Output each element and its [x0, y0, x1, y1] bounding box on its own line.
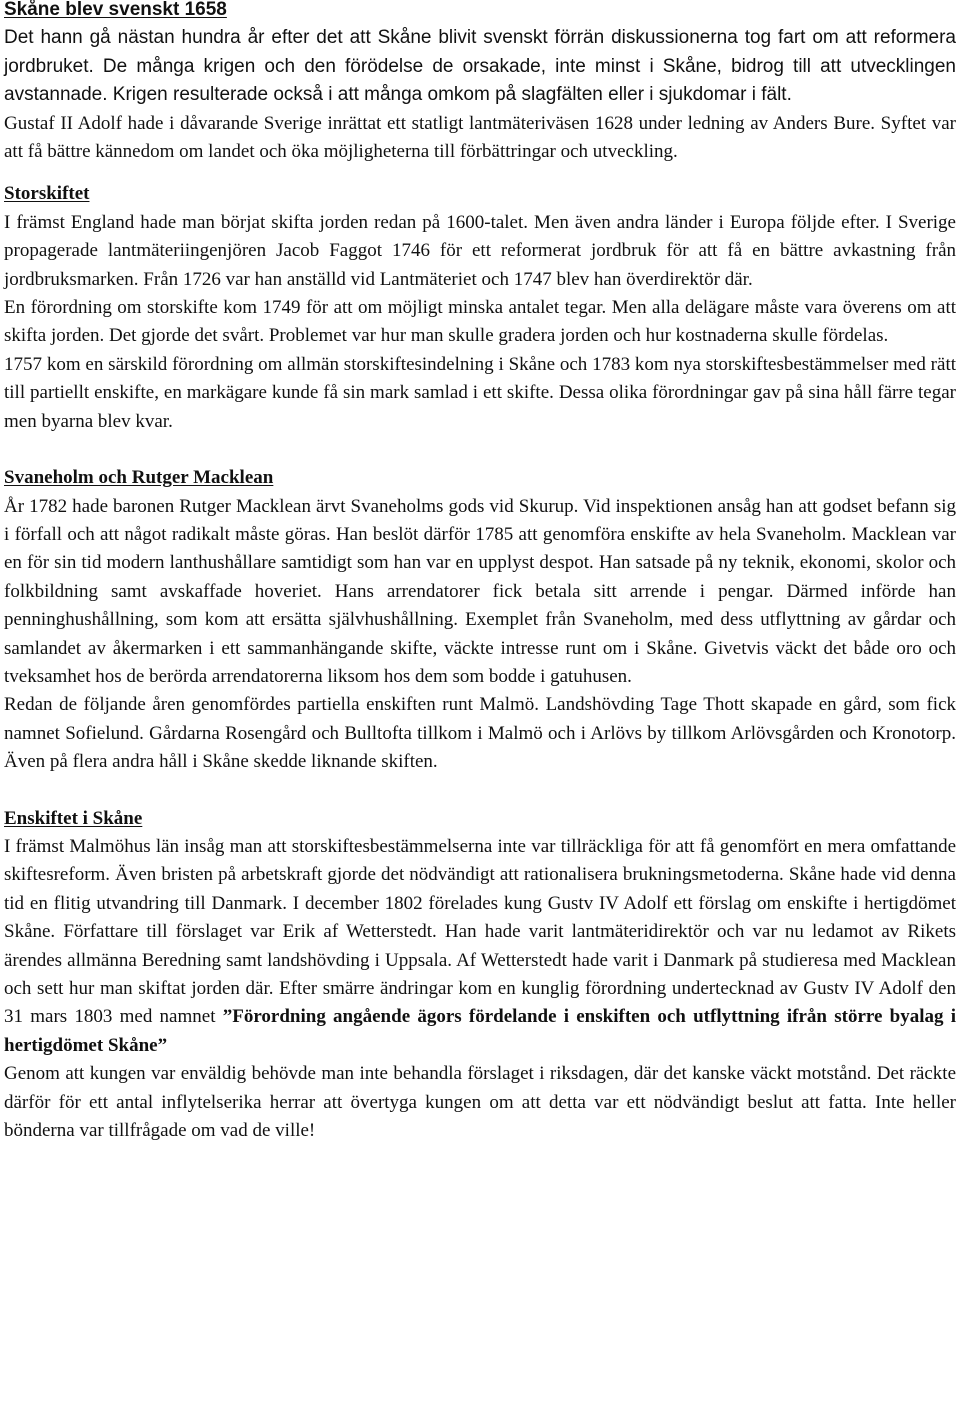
paragraph: År 1782 hade baronen Rutger Macklean ärvt Svaneholms gods vid Skurup. Vid inspektionen ansåg han att godset befann sig i förfall och att något radikalt måste göras. Han beslöt därför 1785 att genomföra enskifte av hela Svaneholm. Macklean var en för sin tid modern lanthushållare samtidigt som han var en upplyst despot. Han satsade på ny teknik, ekonomi, skolor och folkbildning samt avskaffade hoveriet. Hans arrendatorer fick betala sitt arrende i pengar. Därmed införde han penninghushållning, som kom att ersätta självhushållning. Exemplet från Svaneholm, med dess utflyttning av gårdar och samlandet av åkermarken i ett sammanhängande skifte, väckte intresse runt om i Skåne. Givetvis väckt det både oro och tveksamhet hos de berörda arrendatorerna liksom hos dem som bodde i gatuhusen.: [4, 495, 956, 687]
paragraph: 1757 kom en särskild förordning om allmän storskiftesindelning i Skåne och 1783 kom nya storskiftesbestämmelser med rätt till partiellt enskifte, en markägare kunde få sin mark samlad i ett skifte. Dessa olika förordningar gav på sina håll färre tegar men byarna blev kvar.: [4, 353, 956, 432]
section-heading: Skåne blev svenskt 1658: [4, 0, 227, 20]
section-enskiftet: [4, 805, 956, 1146]
section-storskiftet: [4, 180, 956, 436]
section-svaneholm: [4, 464, 956, 776]
ordinance-title: ”Förordning angående ägors fördelande i enskiften och utflyttning ifrån större byalag i hertigdömet Skåne”: [4, 1006, 956, 1056]
section-heading: Enskiftet i Skåne: [4, 807, 143, 829]
section-heading: Svaneholm och Rutger Macklean: [4, 467, 274, 489]
paragraph-text: I främst Malmöhus län insåg man att storskiftesbestämmelserna inte var tillräckliga för att få genomfört en mera omfattande skiftesreform. Även bristen på arbetskraft gjorde det nödvändigt att rationalisera brukningsmetoderna. Skåne hade vid denna tid en flitig utvandring till Danmark. I december 1802 förelades kung Gustv IV Adolf ett förslag om enskifte i hertigdömet Skåne. Författare till förslaget var Erik af Wetterstedt. Han hade varit lantmäteridirektör och var nu ledamot av Rikets ärendes allmänna Beredning samt landshövding i Uppsala. Af Wetterstedt hade varit i Danmark på studieresa med Macklean och sett hur man skiftat jorden där. Efter smärre ändringar kom en kunglig förordning undertecknad av Gustv IV Adolf den 31 mars 1803 med namnet: [4, 835, 956, 1028]
section-skane-svenskt: [4, 0, 956, 166]
paragraph: I främst England hade man börjat skifta jorden redan på 1600-talet. Men även andra länder i Europa följde efter. I Sverige propagerade lantmäteriingenjören Jacob Faggot 1746 för ett reformerat jordbruk för att få en bättre avkastning från jordbruksmarken. Från 1726 var han anställd vid Lantmäteriet och 1747 blev han överdirektör där.: [4, 211, 956, 290]
spacer: [4, 777, 956, 805]
spacer: [4, 436, 956, 464]
paragraph: Gustaf II Adolf hade i dåvarande Sverige inrättat ett statligt lantmäteriväsen 1628 under ledning av Anders Bure. Syftet var att få bättre kännedom om landet och öka möjligheterna till förbättringar och utveckling.: [4, 112, 956, 163]
paragraph: Det hann gå nästan hundra år efter det att Skåne blivit svenskt förrän diskussionerna tog fart om att reformera jordbruket. De många krigen och den förödelse de orsakade, inte minst i Skåne, bidrog till att utvecklingen avstannade. Krigen resulterade också i att många omkom på slagfälten eller i sjukdomar i fält.: [4, 27, 956, 106]
paragraph: Redan de följande åren genomfördes partiella enskiften runt Malmö. Landshövding Tage Thott skapade en gård, som fick namnet Sofielund. Gårdarna Rosengård och Bulltofta tillkom i Malmö och i Arlövs by tillkom Arlövsgården och Kronotorp. Även på flera andra håll i Skåne skedde liknande skiften.: [4, 694, 956, 773]
spacer: [4, 166, 956, 180]
paragraph: Genom att kungen var enväldig behövde man inte behandla förslaget i riksdagen, där det kanske väckt motstånd. Det räckte därför för ett antal inflytelserika herrar att övertyga kungen om att detta var ett nödvändigt beslut att fatta. Inte heller bönderna var tillfrågade om vad de ville!: [4, 1063, 956, 1142]
paragraph: [4, 833, 956, 1060]
section-heading: Storskiftet: [4, 183, 90, 205]
paragraph: En förordning om storskifte kom 1749 för att om möjligt minska antalet tegar. Men alla delägare måste vara överens om att skifta jorden. Det gjorde det svårt. Problemet var hur man skulle gradera jorden och hur kostnaderna skulle fördelas.: [4, 297, 956, 347]
